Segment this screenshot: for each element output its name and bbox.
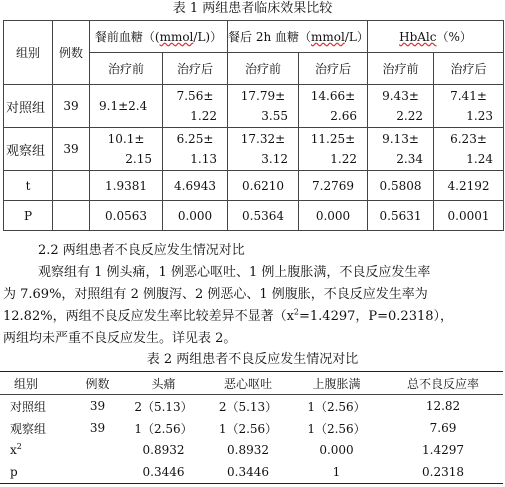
table-cell: 14.66± 2.66 [299,85,368,128]
table-cell: 2（5.13） [218,399,278,414]
clinical-effect-table [3,20,504,231]
table-cell: 7.56± 1.22 [163,85,228,128]
table-cell: 17.79± 3.55 [228,85,299,128]
table-cell: 7.69 [429,421,457,435]
table-cell [53,201,90,231]
col-header: 头痛 [121,372,206,395]
subheader-after: 治疗后 [299,53,368,85]
table-cell: 1（2.56） [218,421,278,436]
table1-header-row [4,21,504,53]
paragraph-line: 12.82%，两组不良反应发生率比较差异不显著（$x^2=1.4297$，P=0.2318）， [3,307,454,324]
table-cell: 7.2769 [299,171,368,201]
table-cell: 0.000 [163,201,228,231]
table-cell: 7.41± 1.23 [434,85,504,128]
table-row-p [4,201,504,231]
table2-caption: 表 2 两组患者不良反应发生情况对比 [146,352,359,367]
row-label: 观察组 [4,128,53,171]
table-cell: 12.82 [425,399,461,413]
table-row [0,417,503,439]
col-header: 总不良反应率 [383,372,503,395]
table-cell: 1（2.56） [307,399,366,414]
row-label: 对照组 [10,399,47,414]
table-cell: 39 [89,421,106,435]
table-cell: 0.5364 [228,201,299,231]
table-cell: 6.23± 1.24 [434,128,504,171]
row-label: 对照组 [4,85,53,128]
table-row [4,128,504,171]
table-row [0,395,503,418]
section-heading: 2.2 两组患者不良反应发生情况对比 [38,243,245,258]
table-cell: 0.5808 [368,171,434,201]
table-cell: 1 [332,465,341,479]
col-header-count: 例数 [53,21,90,85]
table-row-x2 [0,439,503,461]
table-cell: 0.6210 [228,171,299,201]
col-header: 组别 [0,372,74,395]
col-header-group: 组别 [4,21,53,85]
adverse-reaction-table [0,371,503,484]
table-cell: 0.3446 [142,465,185,479]
table-cell: 1（2.56） [134,421,193,436]
table-row-t [4,171,504,201]
row-label: P [4,201,53,231]
table-cell: 4.6943 [163,171,228,201]
table-cell: 1.9381 [90,171,163,201]
table-cell: 6.25± 1.13 [163,128,228,171]
table-cell: 2（5.13） [134,399,193,414]
table-cell: 4.2192 [434,171,504,201]
table-cell: 9.1±2.4 [90,85,163,128]
subheader-after: 治疗后 [163,53,228,85]
row-label: 观察组 [10,421,47,436]
subheader-after: 治疗后 [434,53,504,85]
table-row [4,85,504,128]
table-cell: 10.1± 2.15 [90,128,163,171]
row-count: 39 [53,85,90,128]
table-cell: 0.0563 [90,201,163,231]
table-cell: 9.13± 2.34 [368,128,434,171]
table-cell: 11.25± 1.22 [299,128,368,171]
table-cell: 17.32± 3.12 [228,128,299,171]
paragraph-line: 为 7.69%，对照组有 2 例腹泻、2 例恶心、1 例腹胀，不良反应发生率为 [3,287,428,302]
table-cell: 0.8932 [142,443,185,457]
col-header: 例数 [74,372,121,395]
row-label: t [4,171,53,201]
subheader-before: 治疗前 [228,53,299,85]
row-label: $x^2$ [10,442,22,457]
table-cell: 9.43± 2.22 [368,85,434,128]
table2-header-row [0,372,503,395]
table-cell: 0.000 [299,201,368,231]
table-cell: 39 [89,399,106,413]
col-header: 恶心呕吐 [206,372,290,395]
table-cell: 1.4297 [422,443,464,457]
row-count: 39 [53,128,90,171]
table-cell: 0.0001 [434,201,504,231]
table-cell: 0.8932 [227,443,269,457]
table-cell: 0.000 [319,443,354,457]
paragraph-line: 两组均未严重不良反应发生。详见表 2。 [3,331,237,346]
col-group-postmeal-glucose: 餐后 2h 血糖（mmol/L） [228,21,368,53]
col-group-hba1c: HbAlc（%） [368,21,504,53]
col-header: 上腹胀满 [290,372,383,395]
table-cell [53,171,90,201]
table-cell: 1（2.56） [307,421,366,436]
paragraph-line: 观察组有 1 例头痛，1 例恶心呕吐、1 例上腹胀满，不良反应发生率 [38,265,431,280]
table-cell: 0.3446 [227,465,269,479]
table-cell: 0.5631 [368,201,434,231]
row-label: p [10,465,18,479]
subheader-before: 治疗前 [90,53,163,85]
table-row-p [0,461,503,484]
table-cell [74,439,121,461]
subheader-before: 治疗前 [368,53,434,85]
col-group-fasting-glucose: 餐前血糖（(mmol/L)） [90,21,228,53]
table1-caption: 表 1 两组患者临床效果比较 [172,1,333,16]
table-cell [74,461,121,484]
table-cell: 0.2318 [422,465,464,479]
